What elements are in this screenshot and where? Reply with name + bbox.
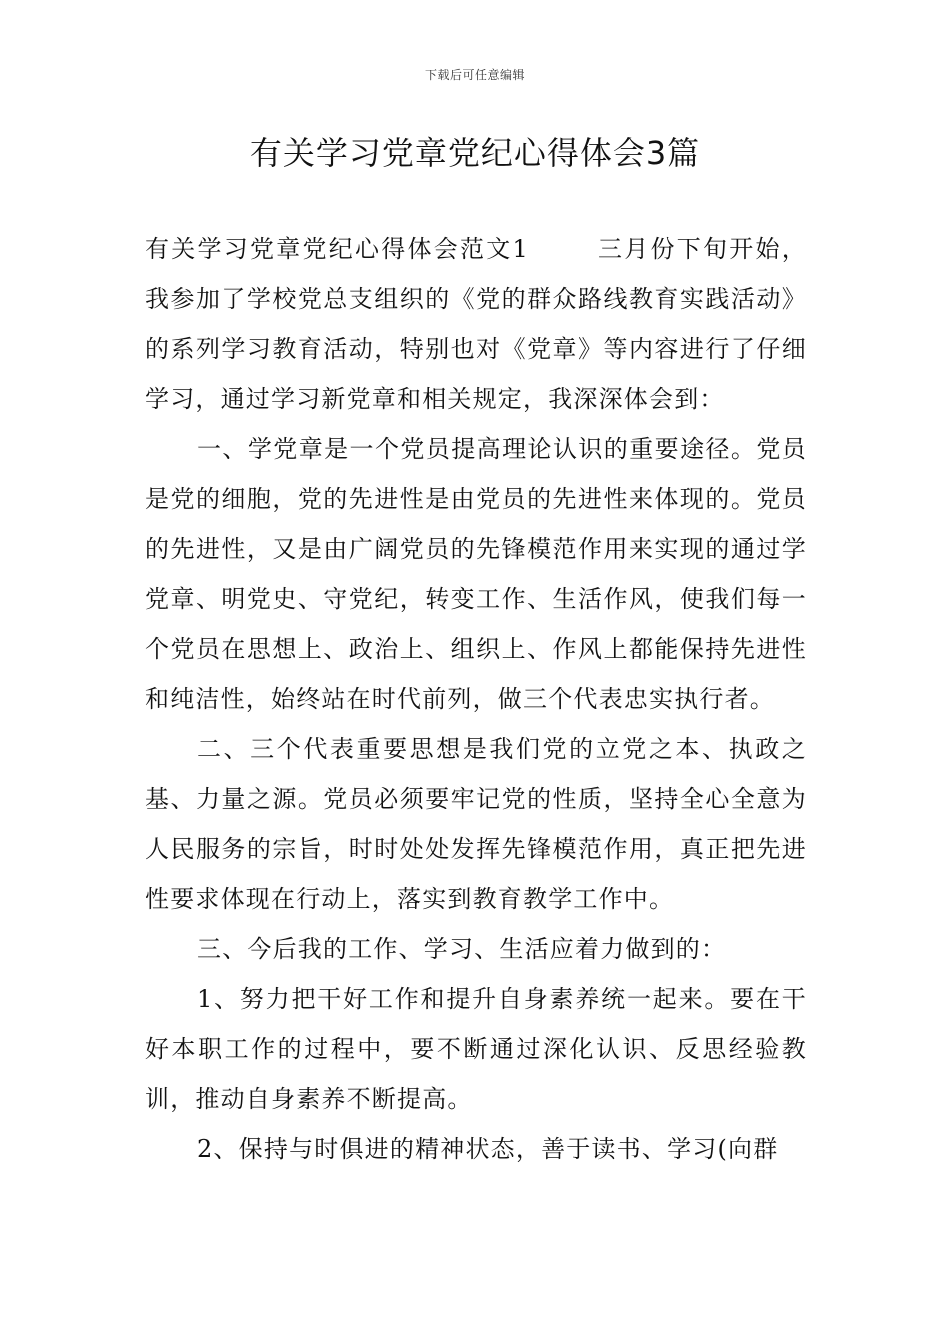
paragraph: 二、三个代表重要思想是我们党的立党之本、执政之基、力量之源。党员必须要牢记党的性质，坚持全心全意为人民服务的宗旨，时时处处发挥先锋模范作用，真正把先进性要求体现在行动上，落实到教育教学工作中。 bbox=[145, 735, 807, 913]
document-title: 有关学习党章党纪心得体会3篇 bbox=[249, 134, 701, 172]
paragraph: 2、保持与时俱进的精神状态，善于读书、学习(向群 bbox=[197, 1135, 779, 1163]
paragraph-intro bbox=[145, 224, 807, 424]
intro-label: 有关学习党章党纪心得体会范文1 bbox=[145, 235, 529, 263]
paragraph-text: 三月份下旬开始，我参加了学校党总支组织的《党的群众路线教育实践活动》的系列学习教育活动，特别也对《党章》等内容进行了仔细学习，通过学习新党章和相关规定，我深深体会到： bbox=[145, 235, 807, 413]
paragraph: 一、学党章是一个党员提高理论认识的重要途径。党员是党的细胞，党的先进性是由党员的先进性来体现的。党员的先进性，又是由广阔党员的先锋模范作用来实现的通过学党章、明党史、守党纪，转变工作、生活作风，使我们每一个党员在思想上、政治上、组织上、作风上都能保持先进性和纯洁性，始终站在时代前列，做三个代表忠实执行者。 bbox=[145, 435, 807, 713]
document-body bbox=[145, 224, 807, 1174]
paragraph: 三、今后我的工作、学习、生活应着力做到的： bbox=[197, 935, 727, 963]
header-note: 下载后可任意编辑 bbox=[424, 68, 525, 82]
paragraph: 1、努力把干好工作和提升自身素养统一起来。要在干好本职工作的过程中，要不断通过深化认识、反思经验教训，推动自身素养不断提高。 bbox=[145, 985, 807, 1113]
